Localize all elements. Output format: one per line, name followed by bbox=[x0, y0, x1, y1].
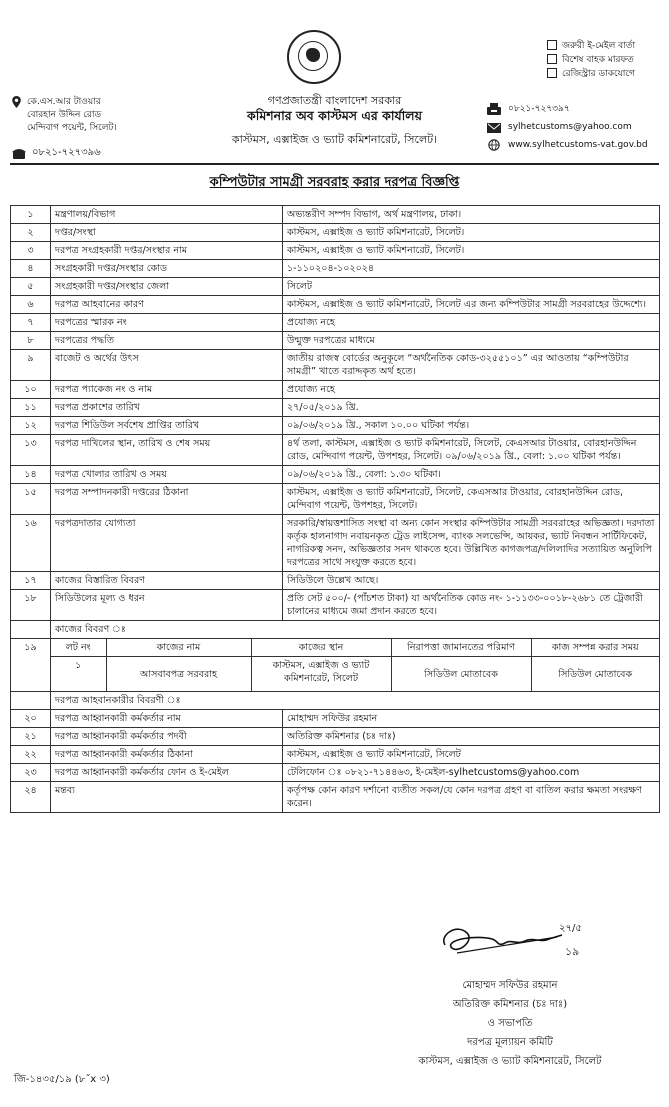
row-label: দরপত্র সংগ্রহকারী দপ্তর/সংস্থার নাম bbox=[51, 242, 283, 260]
work-cell: ১ bbox=[51, 657, 106, 692]
header-commissionerate: কাস্টমস, এক্সাইজ ও ভ্যাট কমিশনারেট, সিলেট। bbox=[231, 133, 438, 146]
row-value: কাস্টমস, এক্সাইজ ও ভ্যাট কমিশনারেট, সিলেট এর জন্য কম্পিউটার সামগ্রী সরবরাহের উদ্দেশ্যে। bbox=[283, 296, 660, 314]
location-pin-icon bbox=[12, 96, 21, 108]
row-number: ৭ bbox=[11, 314, 51, 332]
table-row bbox=[11, 728, 660, 746]
table-row bbox=[11, 296, 660, 314]
fax-number: ০৮২১-৭২৭৩৯৭ bbox=[508, 104, 570, 114]
notice-title: কম্পিউটার সামগ্রী সরবরাহ করার দরপত্র বিজ্ঞপ্তি bbox=[209, 175, 460, 190]
row-value: উন্মুক্ত দরপত্রের মাধ্যমে bbox=[283, 332, 660, 350]
row-number: ১১ bbox=[11, 399, 51, 417]
row-value: কাস্টমস, এক্সাইজ ও ভ্যাট কমিশনারেট, সিলেট। bbox=[283, 224, 660, 242]
row-number: ১৯ bbox=[11, 639, 51, 692]
work-cell: সিডিউল মোতাবেক bbox=[391, 657, 531, 692]
work-header: কাজ সম্পন্ন করার সময় bbox=[551, 642, 639, 653]
caller-heading: দরপত্র আহবানকারীর বিবরণী ঃ bbox=[51, 692, 660, 710]
table-row bbox=[11, 466, 660, 484]
row-label: দরপত্র সম্পাদনকারী দপ্তরের ঠিকানা bbox=[51, 484, 283, 515]
table-row bbox=[11, 278, 660, 296]
email-address[interactable]: sylhetcustoms@yahoo.com bbox=[508, 122, 632, 132]
row-label: দরপত্র শিডিউল সর্বশেষ প্রাপ্তির তারিখ bbox=[51, 417, 283, 435]
signature-block bbox=[380, 976, 640, 1071]
row-number: ১৫ bbox=[11, 484, 51, 515]
signatory-designation: অতিরিক্ত কমিশনার (চঃ দাঃ) bbox=[452, 999, 568, 1010]
row-label: দরপত্র আহবানের কারণ bbox=[51, 296, 283, 314]
row-value: ৪র্থ তলা, কাস্টমস, এক্সাইজ ও ভ্যাট কমিশনারেট, সিলেট, কেএসআর টাওয়ার, বোরহানউদ্দিন রোড, মেন্দিবাগ পয়েন্ট, উপশহর, সিলেট। ০৯/০৬/২০১৯ খ্রি., বেলা: ১.০০ ঘটিকা পর্যন্ত। bbox=[283, 435, 660, 466]
work-header: নিরাপত্তা জামানতের পরিমাণ bbox=[391, 639, 531, 657]
table-row bbox=[11, 515, 660, 572]
signature-year: ১৯ bbox=[565, 945, 580, 958]
row-number: ২২ bbox=[11, 746, 51, 764]
row-label: দরপত্র আহ্বানকারী কর্মকর্তার ফোন ও ই-মেইল bbox=[51, 764, 283, 782]
row-number: ২৪ bbox=[11, 782, 51, 813]
row-number: ১২ bbox=[11, 417, 51, 435]
table-row bbox=[11, 590, 660, 621]
row-label: দরপত্রের স্মারক নং bbox=[51, 314, 283, 332]
row-number: ২১ bbox=[11, 728, 51, 746]
row-label: দপ্তর/সংস্থা bbox=[51, 224, 283, 242]
row-value: ০৯/০৬/২০১৯ খ্রি., সকাল ১০.০০ ঘটিকা পর্যন্ত। bbox=[283, 417, 660, 435]
table-row bbox=[11, 350, 660, 381]
row-number: ১৪ bbox=[11, 466, 51, 484]
row-value: সরকারি/স্বায়ত্তশাসিত সংস্থা বা অন্য কোন সংস্থার কম্পিউটার সামগ্রী সরবরাহের অভিজ্ঞতা। দরদাতা কর্তৃক হালনাগাদ নবায়নকৃত ট্রেড লাইসেন্স, ব্যাংক সলভেন্সি, আয়কর, ভ্যাট নিবন্ধন সার্টিফিকেট, নাগরিকত্ব সনদ, অভিজ্ঞতার সনদ থাকতে হবে। উল্লিখিত কাগজপত্র/দলিলাদির সত্যায়িত অনুলিপি দরপত্রের সাথে সংযুক্ত করতে হবে। bbox=[283, 515, 660, 572]
row-value: টেলিফোন ঃ ০৮২১-৭১৪৪৬৩, ই-মেইল-sylhetcustoms@yahoo.com bbox=[283, 764, 660, 782]
telephone-block bbox=[12, 145, 101, 162]
row-value: ১-১১০২০৪-১০২০২৪ bbox=[283, 260, 660, 278]
row-label: দরপত্র আহ্বানকারী কর্মকর্তার নাম bbox=[51, 710, 283, 728]
checkbox-special-carrier[interactable]: বিশেষ বাহক মারফত bbox=[547, 52, 635, 66]
table-row bbox=[11, 710, 660, 728]
row-number: ২০ bbox=[11, 710, 51, 728]
row-value: মোহাম্মদ সফিউর রহমান bbox=[283, 710, 660, 728]
header-office: কমিশনার অব কাস্টমস এর কার্যালয় bbox=[247, 108, 422, 123]
row-label: দরপত্র আহ্বানকারী কর্মকর্তার ঠিকানা bbox=[51, 746, 283, 764]
row-label: দরপত্র খোলার তারিখ ও সময় bbox=[51, 466, 283, 484]
contact-block bbox=[487, 100, 648, 154]
address-line: বোরহান উদ্দিন রোড bbox=[27, 110, 102, 120]
row-value: কর্তৃপক্ষ কোন কারণ দর্শানো ব্যতীত সকল/যে কোন দরপত্র গ্রহণ বা বাতিল করার ক্ষমতা সংরক্ষণ করেন। bbox=[283, 782, 660, 813]
work-header: লট নং bbox=[51, 639, 106, 657]
table-row bbox=[11, 206, 660, 224]
government-emblem bbox=[287, 30, 341, 84]
table-row bbox=[11, 692, 660, 710]
row-number: ৯ bbox=[11, 350, 51, 381]
row-label: দরপত্র প্যাকেজ নং ও নাম bbox=[51, 381, 283, 399]
work-table bbox=[51, 639, 659, 691]
table-row bbox=[11, 399, 660, 417]
address-line: মেন্দিবাগ পয়েন্ট, সিলেট। bbox=[27, 123, 117, 133]
header-government: গণপ্রজাতন্ত্রী বাংলাদেশ সরকার bbox=[267, 94, 402, 107]
signatory-and: ও সভাপতি bbox=[487, 1018, 533, 1029]
row-number: ১৩ bbox=[11, 435, 51, 466]
row-label: বাজেট ও অর্থের উৎস bbox=[51, 350, 283, 381]
row-value: ০৯/০৬/২০১৯ খ্রি., বেলা: ১.৩০ ঘটিকা। bbox=[283, 466, 660, 484]
email-icon bbox=[487, 121, 501, 133]
signatory-name: মোহাম্মদ সফিউর রহমান bbox=[462, 980, 558, 991]
work-header-row bbox=[51, 639, 659, 657]
row-number: ২ bbox=[11, 224, 51, 242]
table-row bbox=[11, 224, 660, 242]
signature-date: ২৭/৫ bbox=[559, 923, 582, 934]
row-label: কাজের বিস্তারিত বিবরণ bbox=[51, 572, 283, 590]
row-label: দরপত্র দাখিলের স্থান, তারিখ ও শেষ সময় bbox=[51, 435, 283, 466]
row-value: কাস্টমস, এক্সাইজ ও ভ্যাট কমিশনারেট, সিলেট, কেএসআর টাওয়ার, বোরহানউদ্দিন রোড, মেন্দিবাগ পয়েন্ট, উপশহর, সিলেট। bbox=[283, 484, 660, 515]
row-number: ১৭ bbox=[11, 572, 51, 590]
row-number: ৩ bbox=[11, 242, 51, 260]
row-label: দরপত্রদাতার যোগ্যতা bbox=[51, 515, 283, 572]
work-header: কাজের স্থান bbox=[251, 639, 391, 657]
row-number: ১৮ bbox=[11, 590, 51, 621]
signature-image bbox=[437, 915, 587, 965]
signatory-office: কাস্টমস, এক্সাইজ ও ভ্যাট কমিশনারেট, সিলেট bbox=[418, 1056, 602, 1067]
row-value: সিডিউলে উল্লেখ আছে। bbox=[283, 572, 660, 590]
checkbox-registered-post[interactable]: রেজিস্ট্রার ডাকযোগে bbox=[547, 66, 635, 80]
row-value: ২৭/০৫/২০১৯ খ্রি. bbox=[283, 399, 660, 417]
row-label: মন্তব্য bbox=[51, 782, 283, 813]
globe-icon bbox=[487, 139, 501, 151]
row-number: ১ bbox=[11, 206, 51, 224]
row-label: দরপত্র প্রকাশের তারিখ bbox=[51, 399, 283, 417]
row-number: ২৩ bbox=[11, 764, 51, 782]
table-row bbox=[11, 484, 660, 515]
footer-code: জি-১৪৩৫/১৯ (৮˝x ৩) bbox=[14, 1074, 110, 1085]
table-row bbox=[11, 260, 660, 278]
row-value: অভ্যন্তরীণ সম্পদ বিভাগ, অর্থ মন্ত্রণালয়, ঢাকা। bbox=[283, 206, 660, 224]
signatory-committee: দরপত্র মূল্যায়ন কমিটি bbox=[467, 1037, 553, 1048]
table-row bbox=[11, 639, 660, 692]
table-row bbox=[11, 435, 660, 466]
work-cell: কাস্টমস, এক্সাইজ ও ভ্যাট কমিশনারেট, সিলেট bbox=[251, 657, 391, 692]
header-divider bbox=[10, 163, 659, 165]
fax-icon bbox=[487, 103, 501, 115]
table-row bbox=[11, 572, 660, 590]
delivery-checkboxes bbox=[547, 38, 635, 80]
address-block bbox=[12, 96, 117, 135]
row-number: ১০ bbox=[11, 381, 51, 399]
telephone-number: ০৮২১-৭২৭৩৯৬ bbox=[32, 147, 101, 158]
row-number: ৫ bbox=[11, 278, 51, 296]
row-label: দরপত্রের পদ্ধতি bbox=[51, 332, 283, 350]
tender-details-table bbox=[10, 205, 660, 813]
address-line: কে.এস.আর টাওয়ার bbox=[27, 97, 101, 107]
row-label: সিডিউলের মূল্য ও ধরন bbox=[51, 590, 283, 621]
row-value: প্রযোজ্য নহে bbox=[283, 381, 660, 399]
row-value: প্রযোজ্য নহে bbox=[283, 314, 660, 332]
table-row bbox=[11, 332, 660, 350]
row-value: কাস্টমস, এক্সাইজ ও ভ্যাট কমিশনারেট, সিলেট bbox=[283, 746, 660, 764]
table-row bbox=[11, 746, 660, 764]
work-cell: সিডিউল মোতাবেক bbox=[531, 657, 659, 692]
work-cell: আসবাবপত্র সরবরাহ bbox=[106, 657, 251, 692]
row-value: সিলেট bbox=[283, 278, 660, 296]
table-row bbox=[11, 314, 660, 332]
row-number: ৮ bbox=[11, 332, 51, 350]
table-row bbox=[11, 764, 660, 782]
work-heading: কাজের বিবরণ ঃ bbox=[51, 621, 660, 639]
row-label: সংগ্রহকারী দপ্তর/সংস্থার জেলা bbox=[51, 278, 283, 296]
row-value: জাতীয় রাজস্ব বোর্ডের অনুকূলে “অর্থনৈতিক কোড-৩২৫৫১০১” এর আওতায় “কম্পিউটার সামগ্রী” খাতে বরাদ্দকৃত অর্থ হতে। bbox=[283, 350, 660, 381]
table-row bbox=[11, 242, 660, 260]
row-value: প্রতি সেট ৫০০/- (পাঁচশত টাকা) যা অর্থনৈতিক কোড নং- ১-১১৩৩-০০১৮-২৬৮১ তে ট্রেজারী চালানের মাধ্যমে জমা প্রদান করতে হবে। bbox=[283, 590, 660, 621]
row-value: কাস্টমস, এক্সাইজ ও ভ্যাট কমিশনারেট, সিলেট। bbox=[283, 242, 660, 260]
checkbox-urgent-email[interactable]: জরুরী ই-মেইল বার্তা bbox=[547, 38, 635, 52]
row-number: ১৬ bbox=[11, 515, 51, 572]
row-number: ৪ bbox=[11, 260, 51, 278]
table-row bbox=[11, 782, 660, 813]
website-url[interactable]: www.sylhetcustoms-vat.gov.bd bbox=[508, 140, 648, 150]
row-label: সংগ্রহকারী দপ্তর/সংস্থার কোড bbox=[51, 260, 283, 278]
row-label: মন্ত্রণালয়/বিভাগ bbox=[51, 206, 283, 224]
work-data-row bbox=[51, 657, 659, 692]
row-number: ৬ bbox=[11, 296, 51, 314]
table-row bbox=[11, 621, 660, 639]
row-value: অতিরিক্ত কমিশনার (চঃ দাঃ) bbox=[283, 728, 660, 746]
telephone-icon bbox=[12, 148, 26, 159]
row-label: দরপত্র আহ্বানকারী কর্মকর্তার পদবী bbox=[51, 728, 283, 746]
work-header: কাজের নাম bbox=[106, 639, 251, 657]
table-row bbox=[11, 381, 660, 399]
table-row bbox=[11, 417, 660, 435]
